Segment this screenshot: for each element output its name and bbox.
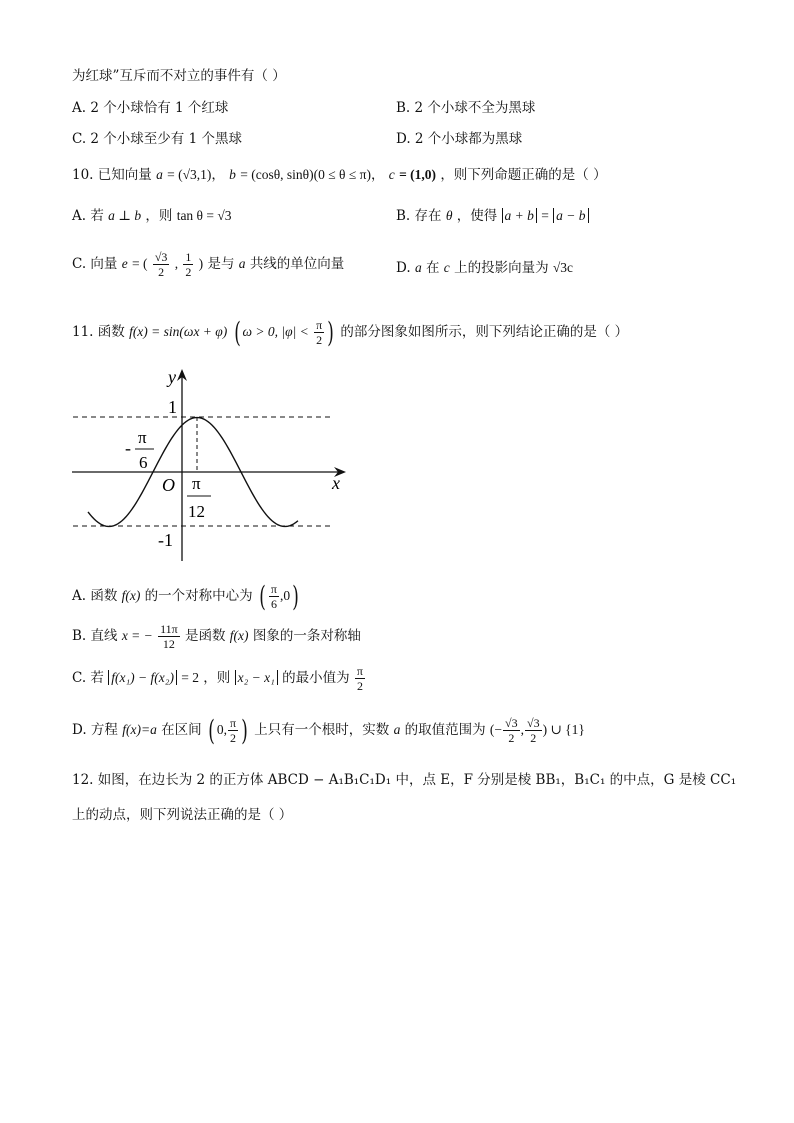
fraction-pi-over-2: $\frac{\pi}{2}$: [229, 716, 237, 745]
q11-option-c: [72, 664, 366, 693]
q10-a-relation: a ⊥ b: [108, 208, 142, 223]
paren-left: (: [233, 315, 241, 349]
q10-b-norm-diff: a − b: [553, 208, 588, 223]
neg-tick-sign: -: [125, 438, 131, 458]
y-axis-label: y: [168, 367, 176, 387]
q11-b-prefix: B. 直线: [72, 628, 118, 644]
q11-option-b: [72, 622, 361, 651]
origin-label: O: [162, 475, 175, 495]
fraction-1-over-2: $\frac{1}{2}$: [185, 250, 192, 279]
q11-a-tail: ,0: [279, 588, 291, 603]
q11-d-post: 上只有一个根时，实数: [254, 722, 390, 738]
q10-c-close: ): [198, 256, 204, 271]
pos-tick-den: 12: [188, 502, 205, 521]
q12-line2: 上的动点，则下列说法正确的是（ ）: [72, 807, 293, 823]
q10-option-d: [396, 258, 573, 278]
q10-c-prefix: C. 向量: [72, 256, 118, 272]
paren-left: (: [259, 579, 266, 613]
paren-right: ): [241, 713, 248, 747]
vector-a-value: = (√3,1)，: [167, 167, 225, 182]
q10-stem-suffix: ，则下列命题正确的是（ ）: [440, 167, 607, 183]
vector-c-value: = (1,0): [399, 167, 437, 182]
paren-right: ): [327, 315, 334, 349]
q11-c-prefix: C. 若: [72, 670, 104, 686]
q11-d-post2: 的取值范围为: [404, 722, 486, 738]
q11-d-range-open: (−: [489, 722, 503, 737]
x-axis-label: x: [332, 473, 340, 493]
q11-b-f: f(x): [229, 628, 249, 643]
q11-option-d: [72, 713, 585, 747]
q9-option-c: C. 2 个小球至少有 1 个黑球: [72, 131, 242, 147]
q10-d-a: a: [414, 260, 422, 275]
q9-option-b: B. 2 个小球不全为黑球: [396, 100, 536, 116]
fraction-pi-over-6: $\frac{\pi}{6}$: [270, 582, 277, 611]
q11-option-a: [72, 579, 301, 613]
q11-c-post: 的最小值为: [282, 670, 350, 686]
fraction-sqrt3-over-2: $\frac{√3}{2}$: [505, 716, 518, 745]
vector-b-value: = (cosθ, sinθ)(0 ≤ θ ≤ π)，: [240, 167, 385, 182]
q11-c-abs-diff: x₂ − x₁: [235, 670, 278, 685]
q10-a-prefix: A. 若: [72, 208, 104, 224]
q10-c-eq: = (: [132, 256, 148, 271]
fraction-sqrt3-over-2: $\frac{√3}{2}$: [154, 250, 168, 279]
q11-d-a: a: [393, 722, 401, 737]
q10-stem: [72, 165, 607, 185]
fraction-pi-over-2: $\frac{\pi}{2}$: [356, 664, 363, 693]
fraction-pi-over-2: $\frac{\pi}{2}$: [316, 318, 323, 347]
q10-b-prefix: B. 存在: [396, 208, 442, 224]
q10-b-equals: =: [541, 208, 549, 223]
q11-function: f(x) = sin(ωx + φ): [129, 324, 228, 339]
vector-b: b: [229, 167, 236, 182]
q11-b-mid: 是函数: [185, 628, 226, 644]
q11-b-x: x = −: [121, 628, 153, 643]
q10-c-post: 是与: [207, 256, 235, 272]
q11-d-range-comma: ,: [520, 722, 524, 737]
q10-c-e: e: [121, 256, 128, 271]
q10-c-comma: ,: [174, 256, 179, 271]
q10-b-norm-sum: a + b: [502, 208, 537, 223]
q9-stem: 为红球”互斥而不对立的事件有（ ）: [72, 68, 286, 84]
y-max-label: 1: [168, 397, 177, 417]
q10-c-post2: 共线的单位向量: [249, 256, 345, 272]
vector-a: a: [156, 167, 163, 182]
pos-tick-num: π: [192, 474, 201, 493]
q11-d-prefix: D. 方程: [72, 722, 118, 738]
neg-tick-den: 6: [139, 453, 148, 472]
q10-b-mid: ，使得: [456, 208, 498, 224]
paren-right: ): [292, 579, 299, 613]
q10-option-a: [72, 206, 232, 226]
q10-d-prefix: D.: [396, 260, 411, 276]
q11-d-mid: 在区间: [161, 722, 202, 738]
q11-condition: ω > 0, |φ| <: [242, 324, 309, 339]
q10-d-post: 上的投影向量为: [454, 260, 549, 276]
q10-d-c: c: [443, 260, 450, 275]
q11-c-mid: ，则: [203, 670, 231, 686]
q11-a-mid: 的一个对称中心为: [144, 588, 253, 604]
neg-tick-num: π: [138, 428, 147, 447]
q10-c-a: a: [238, 256, 246, 271]
q10-a-post: ，则: [145, 208, 173, 224]
q10-b-theta: θ: [445, 208, 453, 223]
fraction-sqrt3-over-2: $\frac{√3}{2}$: [527, 716, 540, 745]
q12-line1: 12. 如图，在边长为 2 的正方体 ABCD − A₁B₁C₁D₁ 中，点 E，F 分别是棱 BB₁，B₁C₁ 的中点，G 是棱 CC₁: [72, 772, 737, 788]
q11-c-eq: = 2: [181, 670, 199, 685]
q9-option-a: A. 2 个小球恰有 1 个红球: [72, 100, 229, 116]
q10-option-c: [72, 250, 344, 279]
sine-graph: [68, 365, 353, 565]
paren-left: (: [208, 713, 215, 747]
q10-d-math: √3c: [552, 260, 574, 275]
q11-c-abs-expr: f(x₁) − f(x₂): [108, 670, 177, 685]
q11-stem: [72, 315, 629, 349]
fraction-11pi-over-12: $\frac{11\pi}{12}$: [160, 622, 178, 651]
q11-suffix: 的部分图象如图所示，则下列结论正确的是（ ）: [340, 324, 629, 340]
q10-stem-prefix: 10. 已知向量: [72, 167, 152, 183]
q11-d-eq: f(x)=a: [122, 722, 157, 737]
y-min-label: -1: [158, 530, 173, 550]
q11-prefix: 11. 函数: [72, 324, 125, 340]
q9-option-d: D. 2 个小球都为黑球: [396, 131, 523, 147]
vector-c: c: [388, 167, 395, 182]
q10-d-mid: 在: [425, 260, 440, 276]
q10-option-b: [396, 206, 589, 226]
q11-d-range-close: ) ∪ {1}: [542, 722, 585, 737]
q11-a-prefix: A. 函数: [72, 588, 118, 604]
q10-a-math: tan θ = √3: [176, 208, 232, 223]
q11-d-int-pre: 0,: [216, 722, 227, 737]
q11-b-post: 图象的一条对称轴: [252, 628, 361, 644]
q11-a-f: f(x): [121, 588, 141, 603]
